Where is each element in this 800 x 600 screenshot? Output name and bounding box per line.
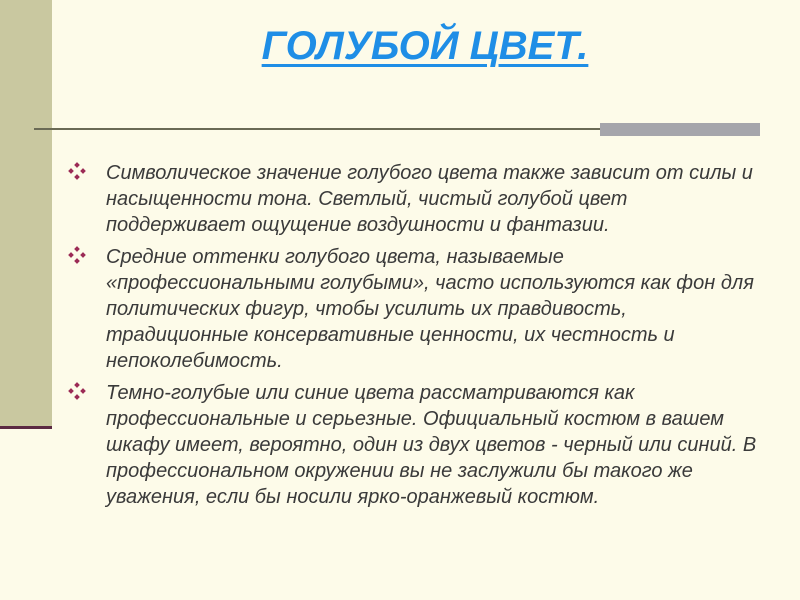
title-divider-block — [600, 123, 760, 136]
left-decor-edge — [0, 426, 52, 429]
bullet-item — [68, 244, 768, 374]
title-divider-line — [34, 128, 600, 130]
slide-title: ГОЛУБОЙ ЦВЕТ. — [261, 24, 589, 68]
bullet-text: Средние оттенки голубого цвета, называемые «профессиональными голубыми», часто используются как фон для политических фигур, чтобы усилить их правдивость, традиционные консервативные ценности, их честность и непоколебимость. — [106, 246, 754, 372]
bullet-text: Символическое значение голубого цвета также зависит от силы и насыщенности тона. Светлый, чистый голубой цвет поддерживает ощущение воздушности и фантазии. — [106, 162, 753, 236]
diamond-bullet-icon — [68, 162, 86, 180]
bullet-list — [68, 160, 768, 516]
bullet-item — [68, 160, 768, 238]
diamond-bullet-icon — [68, 246, 86, 264]
diamond-bullet-icon — [68, 382, 86, 400]
bullet-text: Темно-голубые или синие цвета рассматриваются как профессиональные и серьезные. Официальный костюм в вашем шкафу имеет, вероятно, один из двух цветов - черный или синий. В профессиональном окружении вы не заслужили бы такого же уважения, если бы носили ярко-оранжевый костюм. — [106, 382, 757, 508]
bullet-item — [68, 380, 768, 510]
